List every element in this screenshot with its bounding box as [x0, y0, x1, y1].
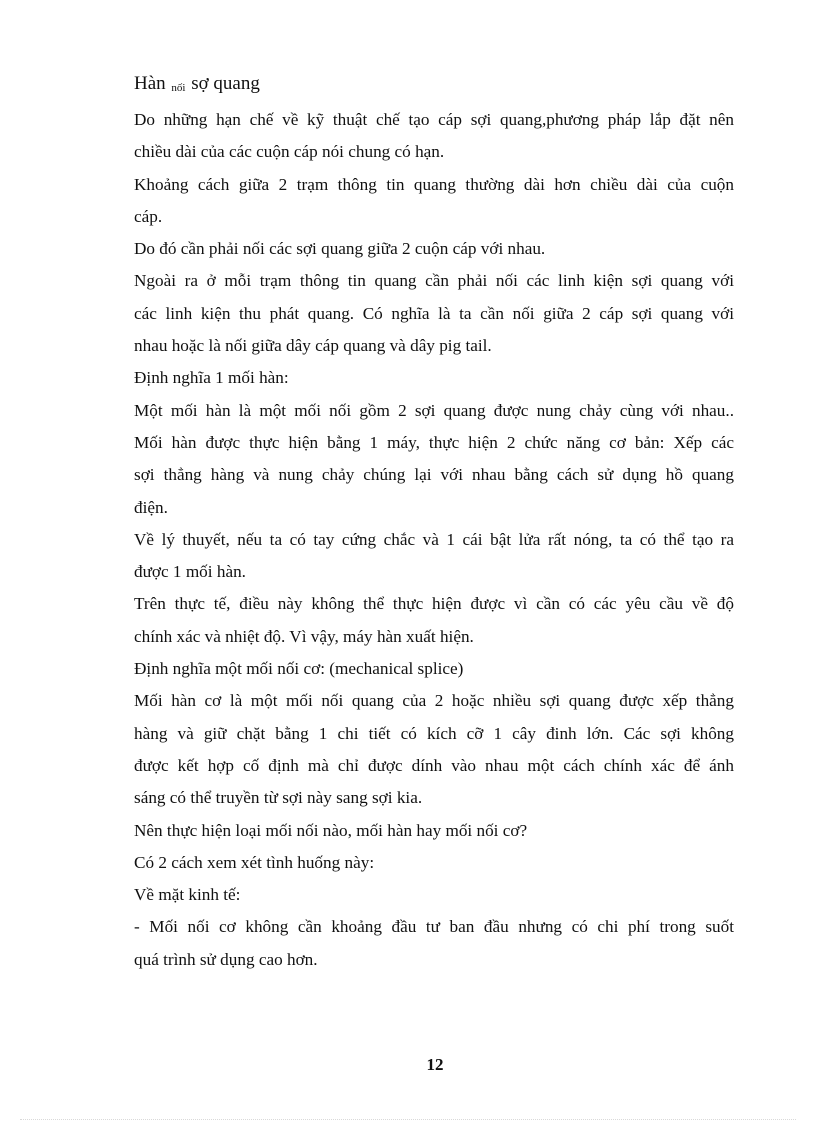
body-text	[134, 104, 734, 976]
text-line: Trên thực tế, điều này không thể thực hiện được vì cần có các yêu cầu về độ	[134, 594, 734, 614]
text-line: Định nghĩa 1 mối hàn:	[134, 368, 289, 388]
text-line: Nên thực hiện loại mối nối nào, mối hàn hay mối nối cơ?	[134, 820, 528, 840]
text-line: chiều dài của các cuộn cáp nói chung có hạn.	[134, 142, 445, 162]
text-line: Về mặt kinh tế:	[134, 885, 241, 905]
title-part-1: Hàn	[134, 73, 166, 94]
text-line: sáng có thể truyền từ sợi này sang sợi kia.	[134, 788, 423, 808]
text-line: Mối hàn cơ là một mối nối quang của 2 hoặc nhiều sợi quang được xếp thẳng	[134, 691, 734, 711]
text-line: - Mối nối cơ không cần khoảng đầu tư ban đầu nhưng có chi phí trong suốt	[134, 917, 734, 937]
text-line: chính xác và nhiệt độ. Vì vậy, máy hàn xuất hiện.	[134, 626, 474, 646]
text-line: được kết hợp cố định mà chỉ được dính vào nhau một cách chính xác để ánh	[134, 755, 734, 775]
text-line: Khoảng cách giữa 2 trạm thông tin quang thường dài hơn chiều dài của cuộn	[134, 174, 734, 194]
page-number: 12	[426, 1055, 444, 1074]
text-line: các linh kiện thu phát quang. Có nghĩa là ta cần nối giữa 2 cáp sợi quang với	[134, 303, 734, 323]
text-line: nhau hoặc là nối giữa dây cáp quang và dây pig tail.	[134, 336, 492, 356]
text-line: Có 2 cách xem xét tình huống này:	[134, 852, 375, 872]
page-title	[134, 70, 260, 102]
text-line: điện.	[134, 497, 168, 517]
text-line: được 1 mối hàn.	[134, 562, 246, 582]
text-line: hàng và giữ chặt bằng 1 chi tiết có kích cỡ 1 cây đinh lớn. Các sợi không	[134, 723, 734, 743]
text-line: Về lý thuyết, nếu ta có tay cứng chắc và 1 cái bật lửa rất nóng, ta có thể tạo ra	[134, 529, 734, 549]
text-line: Mối hàn được thực hiện bằng 1 máy, thực hiện 2 chức năng cơ bản: Xếp các	[134, 432, 734, 452]
text-line: quá trình sử dụng cao hơn.	[134, 949, 318, 969]
title-part-2: nối	[171, 82, 186, 94]
text-line: sợi thẳng hàng và nung chảy chúng lại với nhau bằng cách sử dụng hồ quang	[134, 465, 734, 485]
text-line: Một mối hàn là một mối nối gồm 2 sợi quang được nung chảy cùng với nhau..	[134, 400, 734, 420]
text-line: Định nghĩa một mối nối cơ: (mechanical splice)	[134, 659, 464, 679]
page-bottom-divider	[20, 1119, 796, 1120]
text-line: cáp.	[134, 206, 163, 226]
text-line: Ngoài ra ở mỗi trạm thông tin quang cần phải nối các linh kiện sợi quang với	[134, 271, 734, 291]
title-part-3: sợ quang	[191, 73, 260, 94]
text-line: Do những hạn chế về kỹ thuật chế tạo cáp sợi quang,phương pháp lắp đặt nên	[134, 110, 734, 129]
text-line: Do đó cần phải nối các sợi quang giữa 2 cuộn cáp với nhau.	[134, 239, 546, 259]
